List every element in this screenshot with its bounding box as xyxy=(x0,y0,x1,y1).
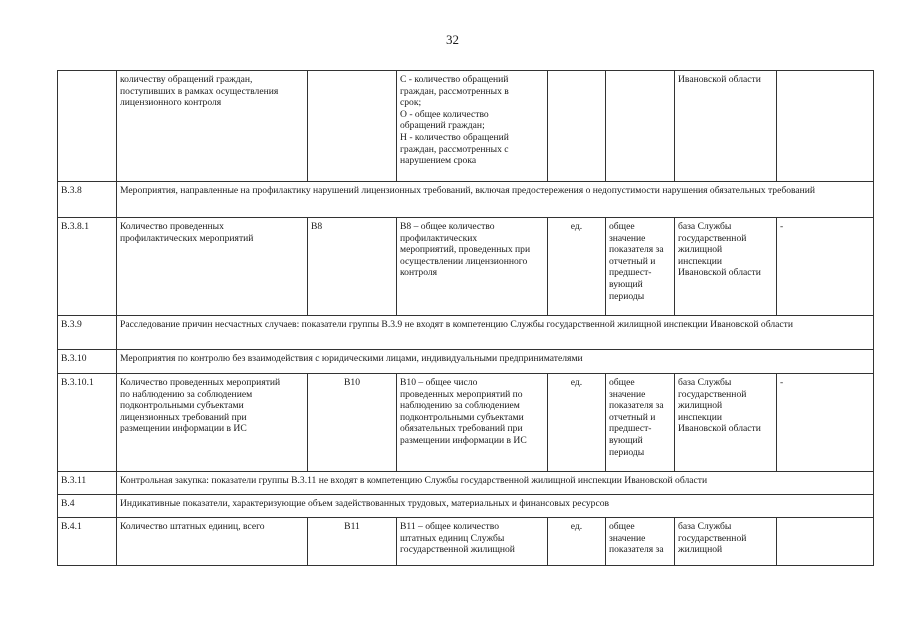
page-number: 32 xyxy=(446,32,459,47)
table-row xyxy=(58,518,874,566)
cell-source: база Службы государственной жилищной инспекции Ивановской области xyxy=(675,374,777,472)
cell-source: база Службы государственной жилищной xyxy=(675,518,777,566)
cell-note xyxy=(777,518,874,566)
cell-formula: В11 – общее количество штатных единиц Службы государственной жилищной xyxy=(397,518,548,566)
cell-indicator: В11 xyxy=(308,518,397,566)
section-row xyxy=(58,472,874,495)
cell-unit xyxy=(548,71,606,182)
cell-note: - xyxy=(777,374,874,472)
cell-unit: ед. xyxy=(548,518,606,566)
cell-code: В.3.10 xyxy=(58,350,117,374)
table-row xyxy=(58,374,874,472)
table-row xyxy=(58,218,874,316)
cell-unit: ед. xyxy=(548,218,606,316)
cell-name: Количество проведенных мероприятий по наблюдению за соблюдением подконтрольными субъектами лицензионных требований при размещении информации в ИС xyxy=(117,374,308,472)
cell-method xyxy=(606,71,675,182)
cell-source: Ивановской области xyxy=(675,71,777,182)
cell-formula: В10 – общее число проведенных мероприятий по наблюдению за соблюдением подконтрольными субъектами обязательных требований при размещении информации в ИС xyxy=(397,374,548,472)
section-title: Мероприятия, направленные на профилактику нарушений лицензионных требований, включая предостережения о недопустимости нарушения обязательных требований xyxy=(117,182,874,218)
cell-indicator: В10 xyxy=(308,374,397,472)
cell-code xyxy=(58,71,117,182)
cell-name: Количество штатных единиц, всего xyxy=(117,518,308,566)
cell-code: В.4.1 xyxy=(58,518,117,566)
cell-name: количеству обращений граждан, поступивших в рамках осуществления лицензионного контроля xyxy=(117,71,308,182)
cell-code: В.3.8.1 xyxy=(58,218,117,316)
section-row xyxy=(58,495,874,518)
cell-code: В.3.10.1 xyxy=(58,374,117,472)
table-row xyxy=(58,71,874,182)
cell-method: общее значение показателя за xyxy=(606,518,675,566)
cell-method: общее значение показателя за отчетный и предшест- вующий периоды xyxy=(606,218,675,316)
cell-note: - xyxy=(777,218,874,316)
cell-indicator xyxy=(308,71,397,182)
section-title: Индикативные показатели, характеризующие объем задействованных трудовых, материальных и финансовых ресурсов xyxy=(117,495,874,518)
cell-indicator: В8 xyxy=(308,218,397,316)
cell-formula: В8 – общее количество профилактических мероприятий, проведенных при осуществлении лицензионного контроля xyxy=(397,218,548,316)
section-row xyxy=(58,350,874,374)
cell-code: В.3.8 xyxy=(58,182,117,218)
cell-note xyxy=(777,71,874,182)
cell-name: Количество проведенных профилактических мероприятий xyxy=(117,218,308,316)
cell-method: общее значение показателя за отчетный и предшест- вующий периоды xyxy=(606,374,675,472)
cell-unit: ед. xyxy=(548,374,606,472)
cell-source: база Службы государственной жилищной инспекции Ивановской области xyxy=(675,218,777,316)
section-row xyxy=(58,316,874,350)
cell-formula: С - количество обращений граждан, рассмотренных в срок; О - общее количество обращений граждан; Н - количество обращений граждан, рассмотренных с нарушением срока xyxy=(397,71,548,182)
cell-code: В.3.9 xyxy=(58,316,117,350)
indicators-table xyxy=(57,70,874,566)
section-row xyxy=(58,182,874,218)
section-title: Расследование причин несчастных случаев: показатели группы В.3.9 не входят в компетенцию Службы государственной жилищной инспекции Ивановской области xyxy=(117,316,874,350)
cell-code: В.4 xyxy=(58,495,117,518)
cell-code: В.3.11 xyxy=(58,472,117,495)
section-title: Контрольная закупка: показатели группы В.3.11 не входят в компетенцию Службы государственной жилищной инспекции Ивановской области xyxy=(117,472,874,495)
section-title: Мероприятия по контролю без взаимодействия с юридическими лицами, индивидуальными предпринимателями xyxy=(117,350,874,374)
